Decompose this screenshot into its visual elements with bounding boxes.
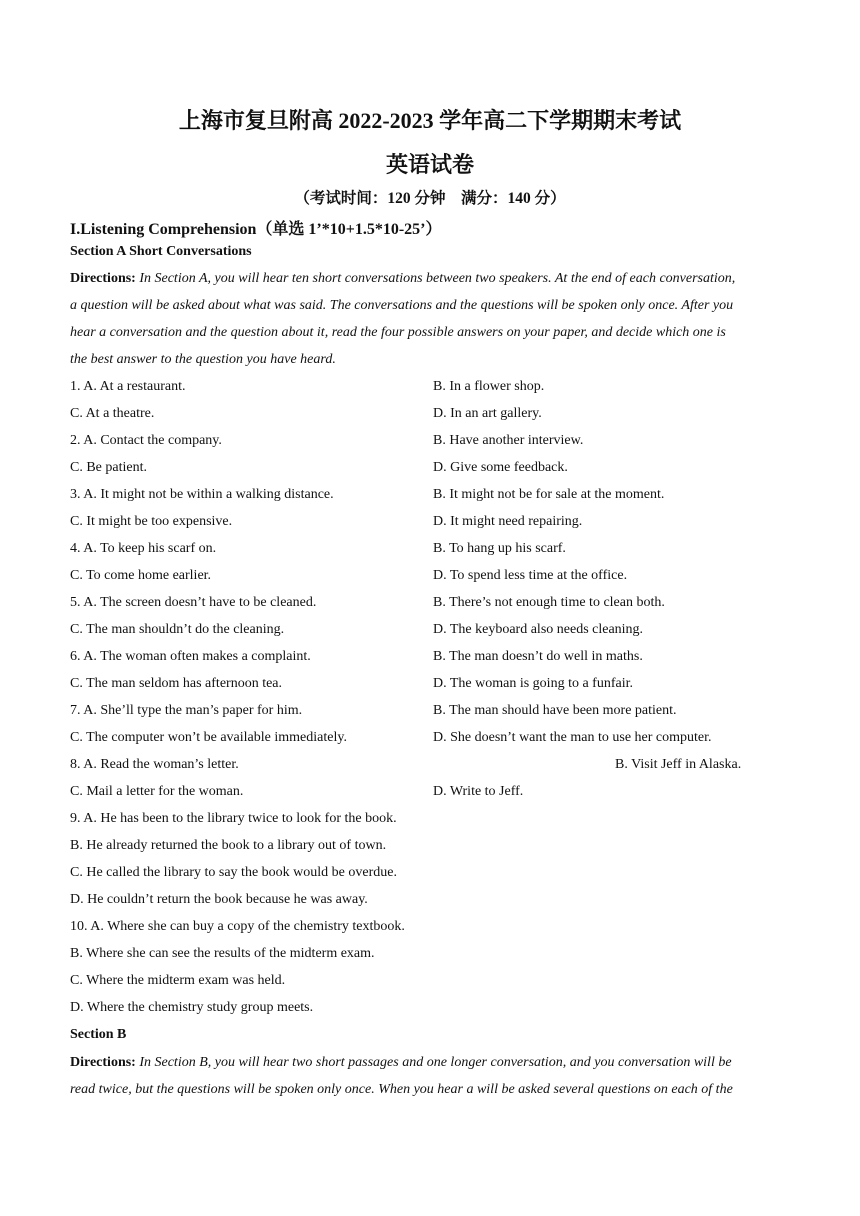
- question-option: C. The man seldom has afternoon tea.: [70, 676, 283, 691]
- directions-label: Directions:: [70, 1055, 136, 1070]
- directions-text: the best answer to the question you have heard.: [70, 352, 336, 367]
- question-option: 7. A. She’ll type the man’s paper for him.: [70, 703, 303, 718]
- directions-label: Directions:: [70, 271, 136, 286]
- question-option: C. Where the midterm exam was held.: [70, 973, 286, 988]
- question-option: D. The keyboard also needs cleaning.: [433, 622, 644, 637]
- question-option: C. Be patient.: [70, 460, 147, 475]
- question-option: B. In a flower shop.: [433, 379, 545, 394]
- exam-title: 上海市复旦附高 2022-2023 学年高二下学期期末考试: [178, 108, 682, 133]
- question-option: D. Where the chemistry study group meets.: [70, 1000, 314, 1015]
- question-option: D. To spend less time at the office.: [433, 568, 628, 583]
- question-option: C. At a theatre.: [70, 406, 155, 421]
- question-option: B. The man doesn’t do well in maths.: [433, 649, 643, 664]
- question-option: C. To come home earlier.: [70, 568, 212, 583]
- question-option: 1. A. At a restaurant.: [70, 379, 186, 394]
- exam-subtitle: 英语试卷: [385, 152, 474, 177]
- question-option: C. Mail a letter for the woman.: [70, 784, 244, 799]
- question-option: 8. A. Read the woman’s letter.: [70, 757, 239, 772]
- question-option: B. There’s not enough time to clean both.: [433, 595, 665, 610]
- directions-text: In Section B, you will hear two short passages and one longer conversation, and you conversation will be: [139, 1055, 732, 1070]
- question-option: B. Have another interview.: [433, 433, 584, 448]
- directions-text: read twice, but the questions will be spoken only once. When you hear a will be asked several questions on each of the: [70, 1082, 733, 1097]
- question-option: C. The man shouldn’t do the cleaning.: [70, 622, 285, 637]
- question-option: C. He called the library to say the book would be overdue.: [70, 865, 397, 880]
- question-option: B. To hang up his scarf.: [433, 541, 566, 556]
- question-option: D. She doesn’t want the man to use her computer.: [433, 730, 712, 745]
- question-option: D. Write to Jeff.: [433, 784, 524, 799]
- question-option: B. He already returned the book to a library out of town.: [70, 838, 387, 853]
- question-option: 3. A. It might not be within a walking distance.: [70, 487, 334, 502]
- question-option: B. The man should have been more patient.: [433, 703, 677, 718]
- question-option: D. He couldn’t return the book because he was away.: [70, 892, 368, 907]
- part-heading: I.Listening Comprehension（单选 1’*10+1.5*10-25’）: [70, 221, 442, 238]
- question-option: B. Visit Jeff in Alaska.: [615, 757, 742, 772]
- question-option: D. Give some feedback.: [433, 460, 568, 475]
- question-option: 6. A. The woman often makes a complaint.: [70, 649, 311, 664]
- question-option: D. It might need repairing.: [433, 514, 583, 529]
- section-b-directions-line: [70, 1055, 732, 1071]
- question-option: 10. A. Where she can buy a copy of the chemistry textbook.: [70, 919, 405, 934]
- question-option: B. It might not be for sale at the moment.: [433, 487, 665, 502]
- question-option: 2. A. Contact the company.: [70, 433, 222, 448]
- question-option: 5. A. The screen doesn’t have to be cleaned.: [70, 595, 317, 610]
- section-a-directions-line: [70, 271, 735, 287]
- section-b-heading: Section B: [70, 1027, 127, 1042]
- directions-text: hear a conversation and the question about it, read the four possible answers on your paper, and decide which one is: [70, 325, 726, 340]
- question-option: D. The woman is going to a funfair.: [433, 676, 633, 691]
- exam-info: （考试时间：120 分钟 满分：140 分）: [294, 190, 566, 207]
- question-option: 4. A. To keep his scarf on.: [70, 541, 217, 556]
- question-option: C. The computer won’t be available immediately.: [70, 730, 347, 745]
- directions-text: In Section A, you will hear ten short conversations between two speakers. At the end of each conversation,: [139, 271, 736, 286]
- section-a-heading: Section A Short Conversations: [70, 244, 252, 259]
- question-option: D. In an art gallery.: [433, 406, 542, 421]
- question-option: C. It might be too expensive.: [70, 514, 233, 529]
- question-option: 9. A. He has been to the library twice to look for the book.: [70, 811, 397, 826]
- question-option: B. Where she can see the results of the midterm exam.: [70, 946, 375, 961]
- directions-text: a question will be asked about what was said. The conversations and the questions will be spoken only once. After you: [70, 298, 734, 313]
